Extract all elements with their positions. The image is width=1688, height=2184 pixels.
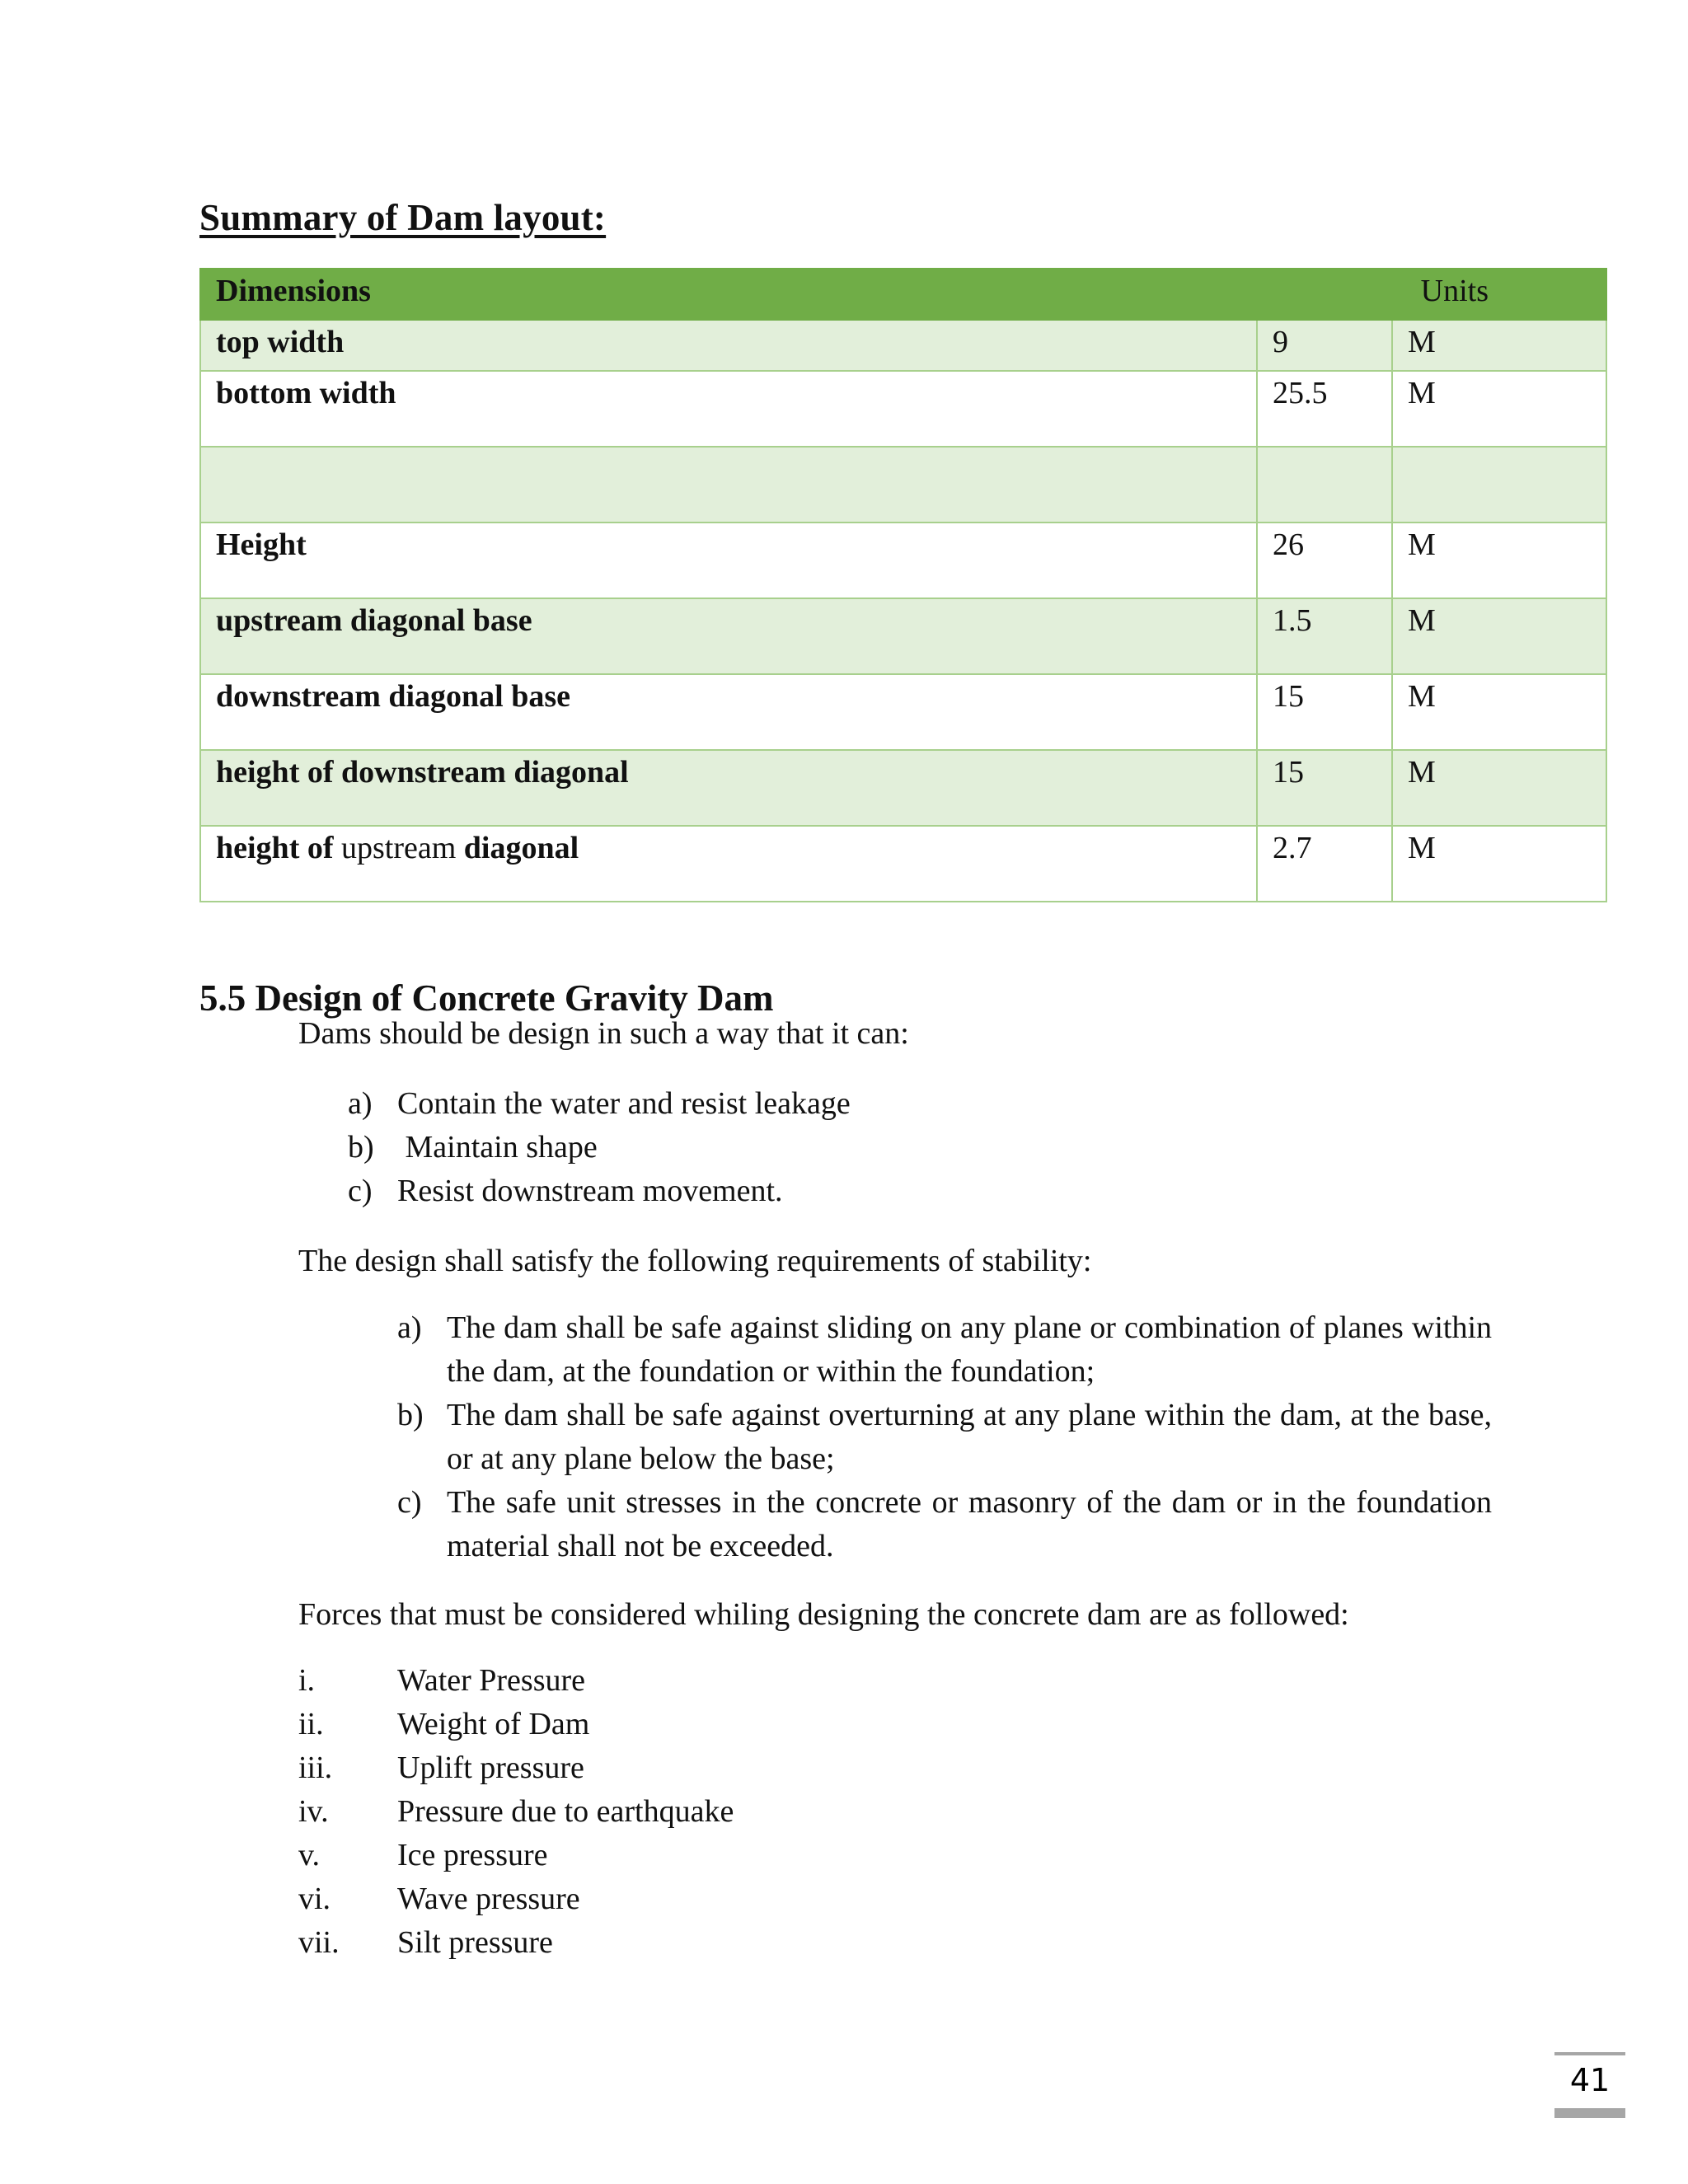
row-unit: M	[1392, 320, 1606, 371]
list-marker: b)	[397, 1398, 424, 1432]
row-name	[200, 826, 1257, 902]
row-unit: M	[1392, 750, 1606, 826]
row-value	[1257, 447, 1392, 523]
stability-list	[397, 1306, 1492, 1568]
list-item	[397, 1306, 1492, 1394]
row-name: height of downstream diagonal	[200, 750, 1257, 826]
list-item	[298, 1790, 1040, 1834]
requirements-list	[348, 1082, 1007, 1213]
section-title: 5.5 Design of Concrete Gravity Dam	[199, 977, 774, 1019]
list-text: Resist downstream movement.	[397, 1174, 783, 1208]
list-text: Pressure due to earthquake	[397, 1794, 734, 1829]
list-marker: ii.	[298, 1707, 324, 1741]
row-value: 26	[1257, 523, 1392, 598]
row-unit: M	[1392, 674, 1606, 750]
table-row	[200, 750, 1606, 826]
dam-dimensions-table	[199, 268, 1607, 902]
row-unit	[1392, 447, 1606, 523]
page-number-bottom-rule	[1554, 2108, 1625, 2118]
list-text: Uplift pressure	[397, 1750, 584, 1785]
header-dimensions: Dimensions	[200, 269, 1392, 320]
page-number: 41	[1569, 2062, 1611, 2098]
list-marker: iv.	[298, 1794, 329, 1829]
table-row	[200, 523, 1606, 598]
list-item	[298, 1877, 1040, 1921]
list-item	[348, 1082, 1007, 1126]
list-item	[298, 1703, 1040, 1746]
row-name: Height	[200, 523, 1257, 598]
row-unit: M	[1392, 598, 1606, 674]
list-marker: vii.	[298, 1925, 340, 1960]
list-marker: b)	[348, 1130, 374, 1165]
row-name-part: diagonal	[463, 831, 579, 865]
row-name	[200, 447, 1257, 523]
list-marker: c)	[397, 1485, 422, 1520]
table-header-row	[200, 269, 1606, 320]
list-text: Silt pressure	[397, 1925, 553, 1960]
list-item	[298, 1659, 1040, 1703]
list-item	[397, 1481, 1492, 1568]
list-item	[397, 1394, 1492, 1481]
list-text: Wave pressure	[397, 1882, 580, 1916]
row-name: downstream diagonal base	[200, 674, 1257, 750]
header-units: Units	[1392, 269, 1606, 320]
list-item	[348, 1126, 1007, 1169]
row-unit: M	[1392, 371, 1606, 447]
list-text: Maintain shape	[397, 1130, 598, 1165]
page-number-top-rule	[1554, 2052, 1625, 2055]
list-marker: iii.	[298, 1750, 333, 1785]
list-item	[298, 1834, 1040, 1877]
list-marker: a)	[348, 1086, 373, 1121]
row-name-part: upstream	[341, 831, 457, 865]
list-text: Weight of Dam	[397, 1707, 590, 1741]
row-name: upstream diagonal base	[200, 598, 1257, 674]
row-name-part: height of	[216, 831, 334, 865]
list-item	[348, 1169, 1007, 1213]
list-item	[298, 1921, 1040, 1965]
list-marker: i.	[298, 1663, 316, 1698]
row-value: 2.7	[1257, 826, 1392, 902]
stability-intro: The design shall satisfy the following requirements of stability:	[298, 1244, 1092, 1278]
list-text: The dam shall be safe against overturning at any plane within the dam, at the base, or at any plane below the base;	[447, 1398, 1492, 1476]
list-text: Ice pressure	[397, 1838, 548, 1872]
row-unit: M	[1392, 826, 1606, 902]
table-row	[200, 826, 1606, 902]
list-marker: c)	[348, 1174, 373, 1208]
table-row-empty	[200, 447, 1606, 523]
row-value: 1.5	[1257, 598, 1392, 674]
row-name: bottom width	[200, 371, 1257, 447]
summary-heading: Summary of Dam layout:	[199, 197, 607, 238]
table-row	[200, 320, 1606, 371]
row-name: top width	[200, 320, 1257, 371]
row-value: 9	[1257, 320, 1392, 371]
intro-paragraph: Dams should be design in such a way that it can:	[298, 1016, 909, 1051]
forces-intro: Forces that must be considered whiling designing the concrete dam are as followed:	[298, 1597, 1349, 1632]
list-text: Contain the water and resist leakage	[397, 1086, 851, 1121]
row-value: 25.5	[1257, 371, 1392, 447]
list-text: Water Pressure	[397, 1663, 586, 1698]
table-row	[200, 371, 1606, 447]
list-marker: vi.	[298, 1882, 331, 1916]
table-row	[200, 674, 1606, 750]
list-marker: a)	[397, 1310, 422, 1345]
list-item	[298, 1746, 1040, 1790]
list-text: The safe unit stresses in the concrete or masonry of the dam or in the foundation material shall not be exceeded.	[447, 1485, 1492, 1563]
row-value: 15	[1257, 750, 1392, 826]
page-number-box	[1554, 2052, 1625, 2120]
list-text: The dam shall be safe against sliding on any plane or combination of planes within the dam, at the foundation or within the foundation;	[447, 1310, 1492, 1389]
row-unit: M	[1392, 523, 1606, 598]
row-value: 15	[1257, 674, 1392, 750]
list-marker: v.	[298, 1838, 321, 1872]
table-row	[200, 598, 1606, 674]
forces-list	[298, 1659, 1040, 1965]
